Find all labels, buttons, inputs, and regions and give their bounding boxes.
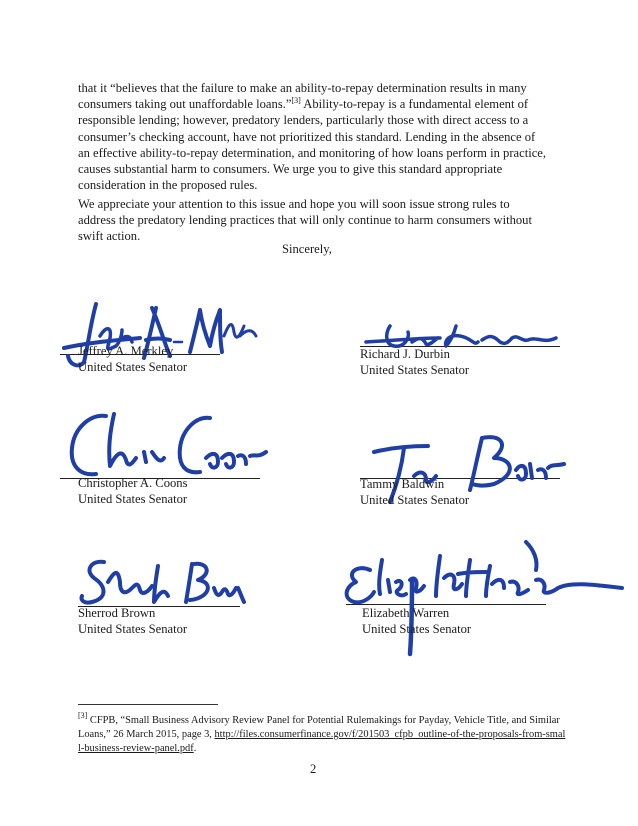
signature-brown <box>78 552 258 612</box>
footnote-end: . <box>193 743 197 754</box>
signatory-baldwin <box>360 477 469 508</box>
signatory-name: Elizabeth Warren <box>362 606 450 620</box>
signatory-name: Richard J. Durbin <box>360 347 450 361</box>
footnote-divider <box>78 704 218 705</box>
signatory-title: United States Senator <box>78 359 188 374</box>
signatory-name: Jeffrey A. Merkley <box>78 344 174 358</box>
signatory-title: United States Senator <box>78 621 188 636</box>
body-paragraph-1 <box>78 80 550 193</box>
signatory-durbin <box>360 347 469 378</box>
signatory-title: United States Senator <box>362 621 472 636</box>
signatory-name: Tammy Baldwin <box>360 477 445 491</box>
signatory-name: Christopher A. Coons <box>78 476 188 490</box>
page-number: 2 <box>310 762 317 776</box>
footnote <box>78 711 566 756</box>
signatory-title: United States Senator <box>78 491 188 506</box>
signature-warren <box>340 540 630 658</box>
signatory-title: United States Senator <box>360 492 470 507</box>
paragraph-text: Ability-to-repay is a fundamental element of responsible lending; however, predatory lenders, particularly those with direct access to a consumer’s checking account, have not prioritized this standard. Lending in the absence of an effective ability-to-repay determination, and monitoring of how loans perform in practice, causes substantial harm to consumers. We urge you to give this standard appropriate consideration in the proposed rules. <box>78 97 547 193</box>
signatory-merkley <box>78 344 187 375</box>
footnote-text: CFPB, “Small Business Advisory Review Panel for Potential Rulemakings for Payday, Vehicle Title, and Similar Loans,” 26 March 2015, page 3, <box>78 715 560 740</box>
body-paragraph-2: We appreciate your attention to this issue and hope you will soon issue strong rules to address the predatory lending practices that will only continue to harm consumers without swift action. <box>78 197 532 244</box>
signatory-title: United States Senator <box>360 362 470 377</box>
signatory-name: Sherrod Brown <box>78 606 156 620</box>
closing-salutation: Sincerely, <box>282 242 332 256</box>
footnote-marker: [3] <box>78 711 88 720</box>
signatory-brown <box>78 606 187 637</box>
footnote-link[interactable]: http://files.consumerfinance.gov/f/201503_cfpb_outline-of-the-proposals-from-small-business-review-panel.pdf <box>78 729 566 754</box>
signatory-warren <box>362 606 471 637</box>
paragraph-text: that it “believes that the failure to make an ability-to-repay determination results in many consumers taking out unaffordable loans.” <box>78 81 527 112</box>
signatory-coons <box>78 476 188 507</box>
footnote-ref: [3] <box>291 96 301 106</box>
